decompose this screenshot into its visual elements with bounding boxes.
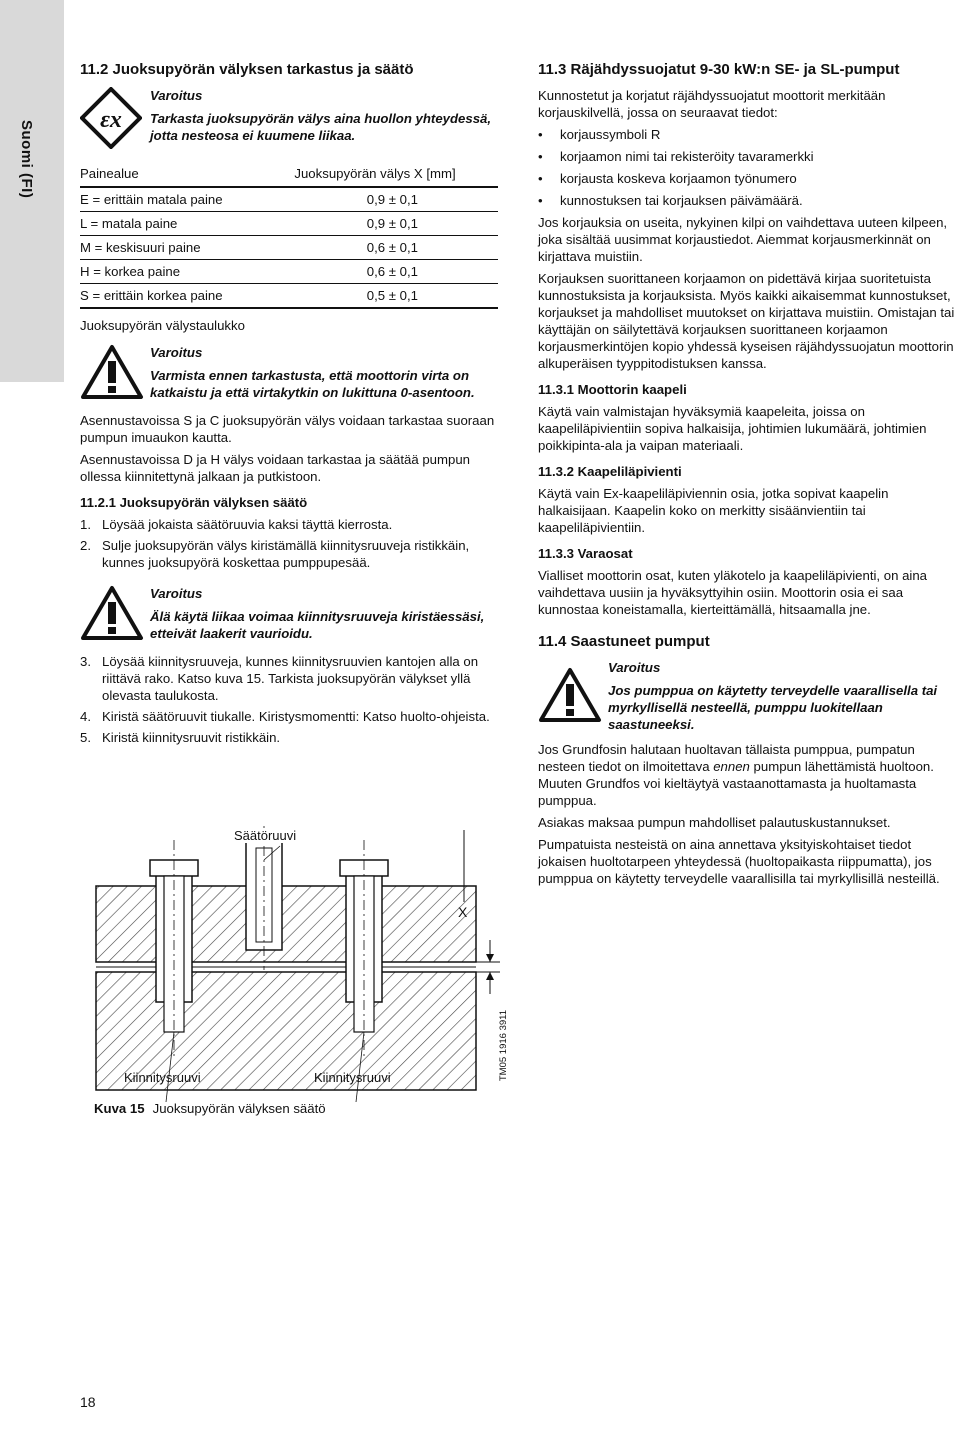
table-row <box>80 260 498 284</box>
table-row <box>80 212 498 236</box>
page-number: 18 <box>80 1394 96 1410</box>
table-row <box>80 236 498 260</box>
list-item: 4. Kiristä säätöruuvit tiukalle. Kiristysmomentti: Katso huolto-ohjeista. <box>80 709 490 724</box>
list-item: • kunnostuksen tai korjauksen päivämäärä. <box>538 193 803 208</box>
table-cell: S = erittäin korkea paine <box>80 284 280 309</box>
paragraph: Asennustavoissa S ja C juoksupyörän välys voidaan tarkastaa suoraan pumpun imuaukon kautta. <box>80 413 495 445</box>
warning-text: Älä käytä liikaa voimaa kiinnitysruuveja kiristäessäsi, etteivät laakerit vaurioidu. <box>150 609 485 641</box>
list-item: 5. Kiristä kiinnitysruuvit ristikkäin. <box>80 730 281 745</box>
list-item: 3. Löysää kiinnitysruuveja, kunnes kiinnitysruuvien kantojen alla on riittävä rako. Katso kuva 15. Tarkista juoksupyörän välykset yllä olevasta taulukosta. <box>80 654 479 703</box>
right-column <box>538 60 958 892</box>
table-cell: E = erittäin matala paine <box>80 187 280 212</box>
label-x: X <box>458 904 468 920</box>
warning-title: Varoitus <box>150 586 203 601</box>
paragraph: Asennustavoissa D ja H välys voidaan tarkastaa ja säätää pumpun ollessa kiinnitettynä jalkaan ja putkistoon. <box>80 452 470 484</box>
section-title: 11.4 Saastuneet pumput <box>538 633 710 650</box>
warning-text: Jos pumppua on käytetty terveydelle vaarallisella tai myrkyllisellä nesteellä, pumppu luokitellaan saastuneeksi. <box>608 683 938 732</box>
warning-title: Varoitus <box>608 660 661 675</box>
warning-title: Varoitus <box>150 345 203 360</box>
figure-caption-text: Juoksupyörän välyksen säätö <box>152 1101 326 1116</box>
steps-list <box>80 516 498 571</box>
figure-caption <box>94 1101 326 1116</box>
table-row <box>80 187 498 212</box>
table-cell: M = keskisuuri paine <box>80 236 280 260</box>
bullet-list <box>538 126 958 209</box>
language-tab <box>0 0 64 382</box>
label-mounting-screw-left: Kiinnitysruuvi <box>124 1070 201 1085</box>
label-mounting-screw-right: Kiinnitysruuvi <box>314 1070 391 1085</box>
table-cell: L = matala paine <box>80 212 280 236</box>
subsection-title: 11.3.3 Varaosat <box>538 546 633 561</box>
subsection-title: 11.3.2 Kaapeliläpivienti <box>538 464 682 479</box>
paragraph: Jos Grundfosin halutaan huoltavan tällaista pumppua, pumpatun nesteen tiedot on ilmoitettava ennen pumpun lähettämistä huoltoon. Muuten Grundfos voi kieltäytyä vastaanottamasta ja huoltamasta pumppua. <box>538 742 934 808</box>
list-item: 1. Löysää jokaista säätöruuvia kaksi täyttä kierrosta. <box>80 517 393 532</box>
list-item: • korjausta koskeva korjaamon työnumero <box>538 171 797 186</box>
table-cell: 0,6 ± 0,1 <box>280 260 498 284</box>
paragraph: Käytä vain Ex-kaapeliläpiviennin osia, jotka sopivat kaapelin halkaisijaan. Kaapelin koko on merkitty sisäänvientiin tai kaapeliläpivientiin. <box>538 486 889 535</box>
warning-force <box>80 585 498 645</box>
warning-contaminated <box>538 659 958 733</box>
language-label: Suomi (FI) <box>18 120 35 199</box>
warning-title: Varoitus <box>150 88 203 103</box>
table-header-clearance: Juoksupyörän välys X [mm] <box>280 161 498 187</box>
paragraph: Korjauksen suorittaneen korjaamon on pidettävä kirjaa suoritetuista kunnostuksista ja korjauksista. Myös kaikki aikaisemmat kunnostukset, korjaukset ja mahdolliset muutokset on kirjattava muistiin. Omistajan tai käyttäjän on säilytettävä korjauksen suorittaneen korjaamon korjausmerkintöjen kopio yhdessä kyseisen räjähdyssuojatun moottorin alkuperäisen tyyppitodistuksen kanssa. <box>538 271 955 371</box>
paragraph: Asiakas maksaa pumpun mahdolliset palautuskustannukset. <box>538 815 891 830</box>
warning-triangle-icon <box>538 659 608 727</box>
svg-text:εx: εx <box>100 107 122 133</box>
warning-text: Tarkasta juoksupyörän välys aina huollon yhteydessä, jotta nesteosa ei kuumene liikaa. <box>150 111 492 143</box>
table-caption: Juoksupyörän välystaulukko <box>80 318 245 333</box>
table-cell: 0,9 ± 0,1 <box>280 212 498 236</box>
list-item: • korjaussymboli R <box>538 127 661 142</box>
figure-code: TM05 1916 3911 <box>498 1010 509 1082</box>
table-cell: 0,6 ± 0,1 <box>280 236 498 260</box>
list-item: • korjaamon nimi tai rekisteröity tavaramerkki <box>538 149 814 164</box>
steps-list <box>80 653 498 746</box>
subsection-title: 11.3.1 Moottorin kaapeli <box>538 382 687 397</box>
warning-power <box>80 344 498 404</box>
paragraph: Kunnostetut ja korjatut räjähdyssuojatut moottorit merkitään korjauskilvellä, jossa on seuraavat tiedot: <box>538 88 886 120</box>
paragraph: Jos korjauksia on useita, nykyinen kilpi on vaihdettava uuteen kilpeen, joka sisältää uusimmat korjaustiedot. Aiemmat korjausmerkinnät on kirjattava muistiin. <box>538 215 948 264</box>
section-title: 11.2 Juoksupyörän välyksen tarkastus ja säätö <box>80 61 414 78</box>
warning-ex <box>80 87 498 153</box>
table-header-pressure: Painealue <box>80 161 280 187</box>
paragraph: Vialliset moottorin osat, kuten yläkotelo ja kaapeliläpivienti, on aina vaihdettava uusiin ja hyväksyttyihin osiin. Moottorin osia ei saa kunnostaa koneistamalla, kierteittämällä, hitsaamalla jne. <box>538 568 928 617</box>
warning-triangle-icon <box>80 585 150 645</box>
ex-icon <box>80 87 150 153</box>
table-row <box>80 284 498 309</box>
impeller-clearance-figure <box>80 820 540 1120</box>
warning-triangle-icon <box>80 344 150 404</box>
paragraph: Käytä vain valmistajan hyväksymiä kaapeleita, joissa on kaapeliläpivientiin sopiva halkaisija, johtimien lukumäärä, johtimien poikkipinta-ala ja vaipan materiaali. <box>538 404 927 453</box>
left-column <box>80 60 498 750</box>
table-cell: 0,9 ± 0,1 <box>280 187 498 212</box>
section-title: 11.3 Räjähdyssuojatut 9-30 kW:n SE- ja SL-pumput <box>538 61 900 78</box>
table-cell: 0,5 ± 0,1 <box>280 284 498 309</box>
table-cell: H = korkea paine <box>80 260 280 284</box>
list-item: 2. Sulje juoksupyörän välys kiristämällä kiinnitysruuveja ristikkäin, kunnes juoksupyörä koskettaa pumppupesää. <box>80 538 470 570</box>
paragraph: Pumpatuista nesteistä on aina annettava yksityiskohtaiset tiedot jokaisen huoltotarpeen yhteydessä (huoltopaikasta riippumatta), jos pumppua on käytetty terveydelle vaarallisilla tai myrkyllisillä nesteillä. <box>538 837 940 886</box>
clearance-table <box>80 161 498 309</box>
label-adjusting-screw: Säätöruuvi <box>234 828 297 843</box>
subsection-title: 11.2.1 Juoksupyörän välyksen säätö <box>80 495 308 510</box>
figure-number: Kuva 15 <box>94 1101 145 1116</box>
warning-text: Varmista ennen tarkastusta, että moottorin virta on katkaistu ja että virtakytkin on lukittuna 0-asentoon. <box>150 368 475 400</box>
